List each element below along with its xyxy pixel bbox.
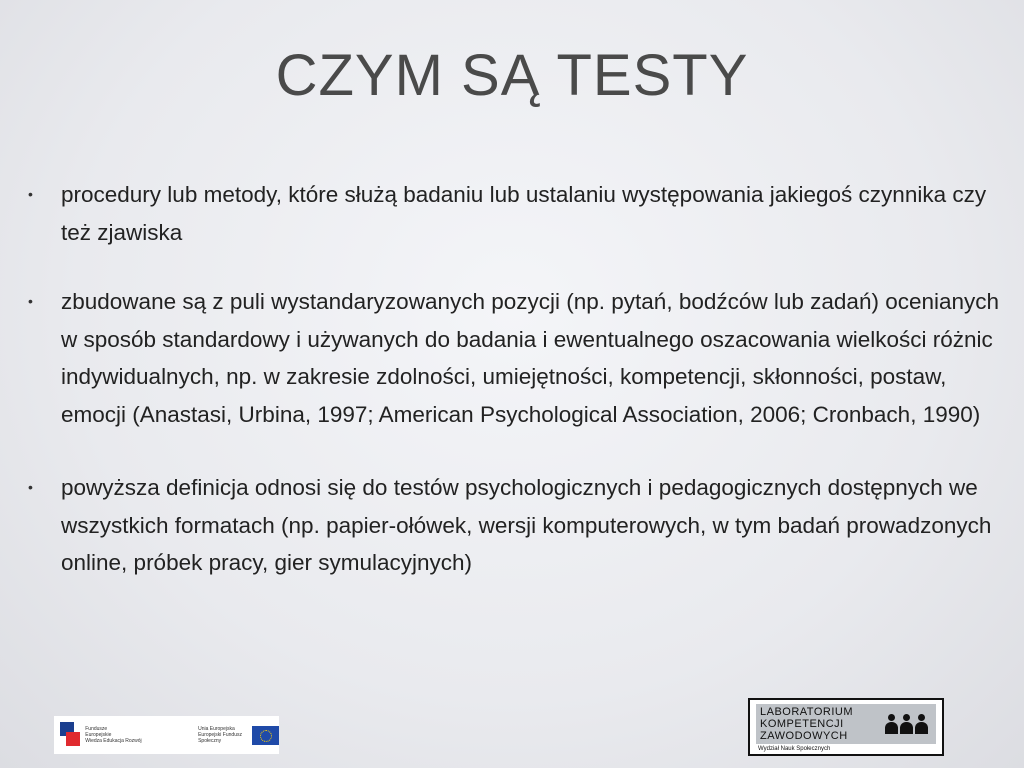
slide-title: CZYM SĄ TESTY (275, 43, 749, 108)
bullet-item (28, 176, 1003, 251)
funds-line: Wiedza Edukacja Rozwój (85, 738, 142, 744)
lab-line: ZAWODOWYCH (760, 730, 848, 742)
bullet-text: powyższa definicja odnosi się do testów psychologicznych i pedagogicznych dostępnych we wszystkich formatach (np. papier-ołówek, wersji komputerowych, w tym badań prowadzonych online, próbek pracy, gier symulacyjnych) (61, 475, 992, 575)
funds-line: Fundusze (85, 726, 108, 732)
unia-europejska-text (198, 726, 248, 744)
fundusze-europejskie-text (85, 726, 164, 744)
bullet-item (28, 469, 1003, 582)
fundusze-europejskie-logo-icon (60, 722, 79, 748)
laboratorium-logo (748, 698, 944, 756)
bullet-marker: • (28, 479, 33, 495)
funds-line: Europejskie (85, 732, 112, 738)
laboratorium-logo-text (756, 704, 877, 744)
lab-line: KOMPETENCJI (760, 718, 844, 730)
bullet-marker: • (28, 186, 33, 202)
bullet-text: zbudowane są z puli wystandaryzowanych pozycji (np. pytań, bodźców lub zadań) ocenianych w sposób standardowy i używanych do badania i ewentualnego oszacowania wielkości różnic indywidualnych, np. w zakresie zdolności, umiejętności, kompetencji, skłonności, postaw, emocji (Anastasi, Urbina, 1997; American Psychological Association, 2006; Cronbach, 1990) (61, 289, 1000, 427)
bullet-list (28, 176, 1003, 582)
eu-line: Europejski Fundusz Społeczny (198, 732, 242, 744)
eu-flag-icon (252, 726, 279, 745)
bullet-marker: • (28, 293, 33, 309)
eu-funds-logo-bar (54, 716, 279, 754)
eu-line: Unia Europejska (198, 726, 235, 732)
lab-line: LABORATORIUM (760, 706, 853, 718)
bullet-text: procedury lub metody, które służą badaniu lub ustalaniu występowania jakiegoś czynnika czy też zjawiska (61, 182, 987, 245)
bullet-item (28, 283, 1003, 433)
people-group-icon (877, 704, 936, 744)
laboratorium-caption: Wydział Nauk Społecznych (758, 746, 831, 752)
